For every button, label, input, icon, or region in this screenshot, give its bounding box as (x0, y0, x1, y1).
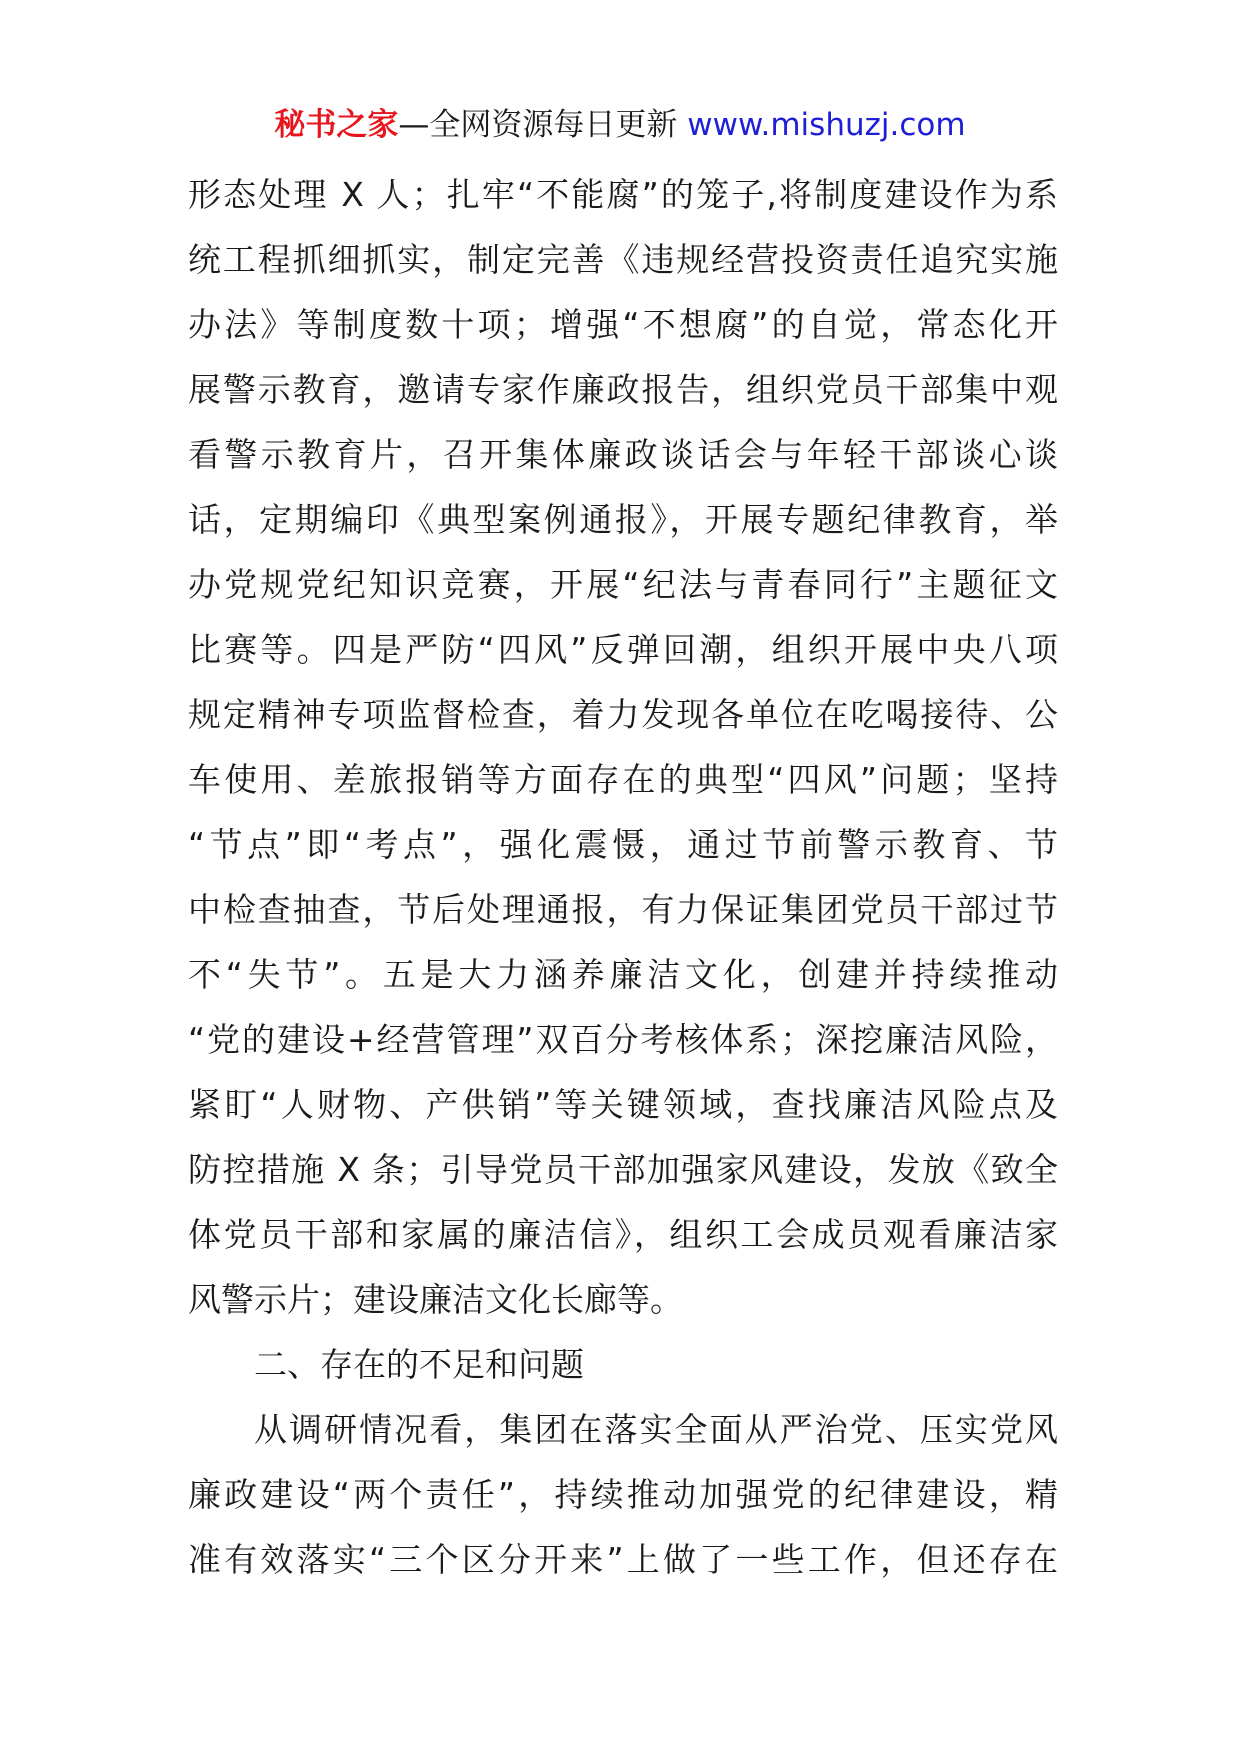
text-line: 比赛等。四是严防“四风”反弹回潮，组织开展中央八项 (188, 630, 1058, 669)
website-link[interactable]: www.mishuzj.com (687, 107, 966, 143)
text-line: 统工程抓细抓实，制定完善《违规经营投资责任追究实施 (188, 240, 1058, 279)
section-heading: 二、存在的不足和问题 (254, 1345, 584, 1384)
text-line: 展警示教育，邀请专家作廉政报告，组织党员干部集中观 (188, 370, 1058, 409)
text-line: 不“失节”。五是大力涵养廉洁文化，创建并持续推动 (188, 955, 1058, 994)
brand-name: 秘书之家 (274, 107, 399, 143)
text-line: 话，定期编印《典型案例通报》，开展专题纪律教育，举 (188, 500, 1058, 539)
text-line: “节点”即“考点”，强化震慑，通过节前警示教育、节 (188, 825, 1058, 864)
paragraph-first-line: 从调研情况看，集团在落实全面从严治党、压实党风 (254, 1410, 1058, 1449)
text-line: 办党规党纪知识竞赛，开展“纪法与青春同行”主题征文 (188, 565, 1058, 604)
text-line: 体党员干部和家属的廉洁信》，组织工会成员观看廉洁家 (188, 1215, 1058, 1254)
text-line: 防控措施 X 条；引导党员干部加强家风建设，发放《致全 (188, 1150, 1058, 1189)
page-header (0, 103, 1240, 147)
text-line: 紧盯“人财物、产供销”等关键领域，查找廉洁风险点及 (188, 1085, 1058, 1124)
text-line: 廉政建设“两个责任”，持续推动加强党的纪律建设，精 (188, 1475, 1058, 1514)
header-slogan: —全网资源每日更新 (398, 107, 678, 143)
paragraph-end-line: 风警示片；建设廉洁文化长廊等。 (188, 1280, 683, 1319)
text-line: 车使用、差旅报销等方面存在的典型“四风”问题；坚持 (188, 760, 1058, 799)
text-line: 办法》等制度数十项；增强“不想腐”的自觉，常态化开 (188, 305, 1058, 344)
text-line: 中检查抽查，节后处理通报，有力保证集团党员干部过节 (188, 890, 1058, 929)
text-line: 看警示教育片，召开集体廉政谈话会与年轻干部谈心谈 (188, 435, 1058, 474)
document-body (188, 162, 1058, 1592)
text-line: “党的建设+经营管理”双百分考核体系；深挖廉洁风险， (188, 1020, 1058, 1059)
text-line: 形态处理 X 人；扎牢“不能腐”的笼子,将制度建设作为系 (188, 175, 1058, 214)
text-line: 规定精神专项监督检查，着力发现各单位在吃喝接待、公 (188, 695, 1058, 734)
text-line: 准有效落实“三个区分开来”上做了一些工作，但还存在 (188, 1540, 1058, 1579)
